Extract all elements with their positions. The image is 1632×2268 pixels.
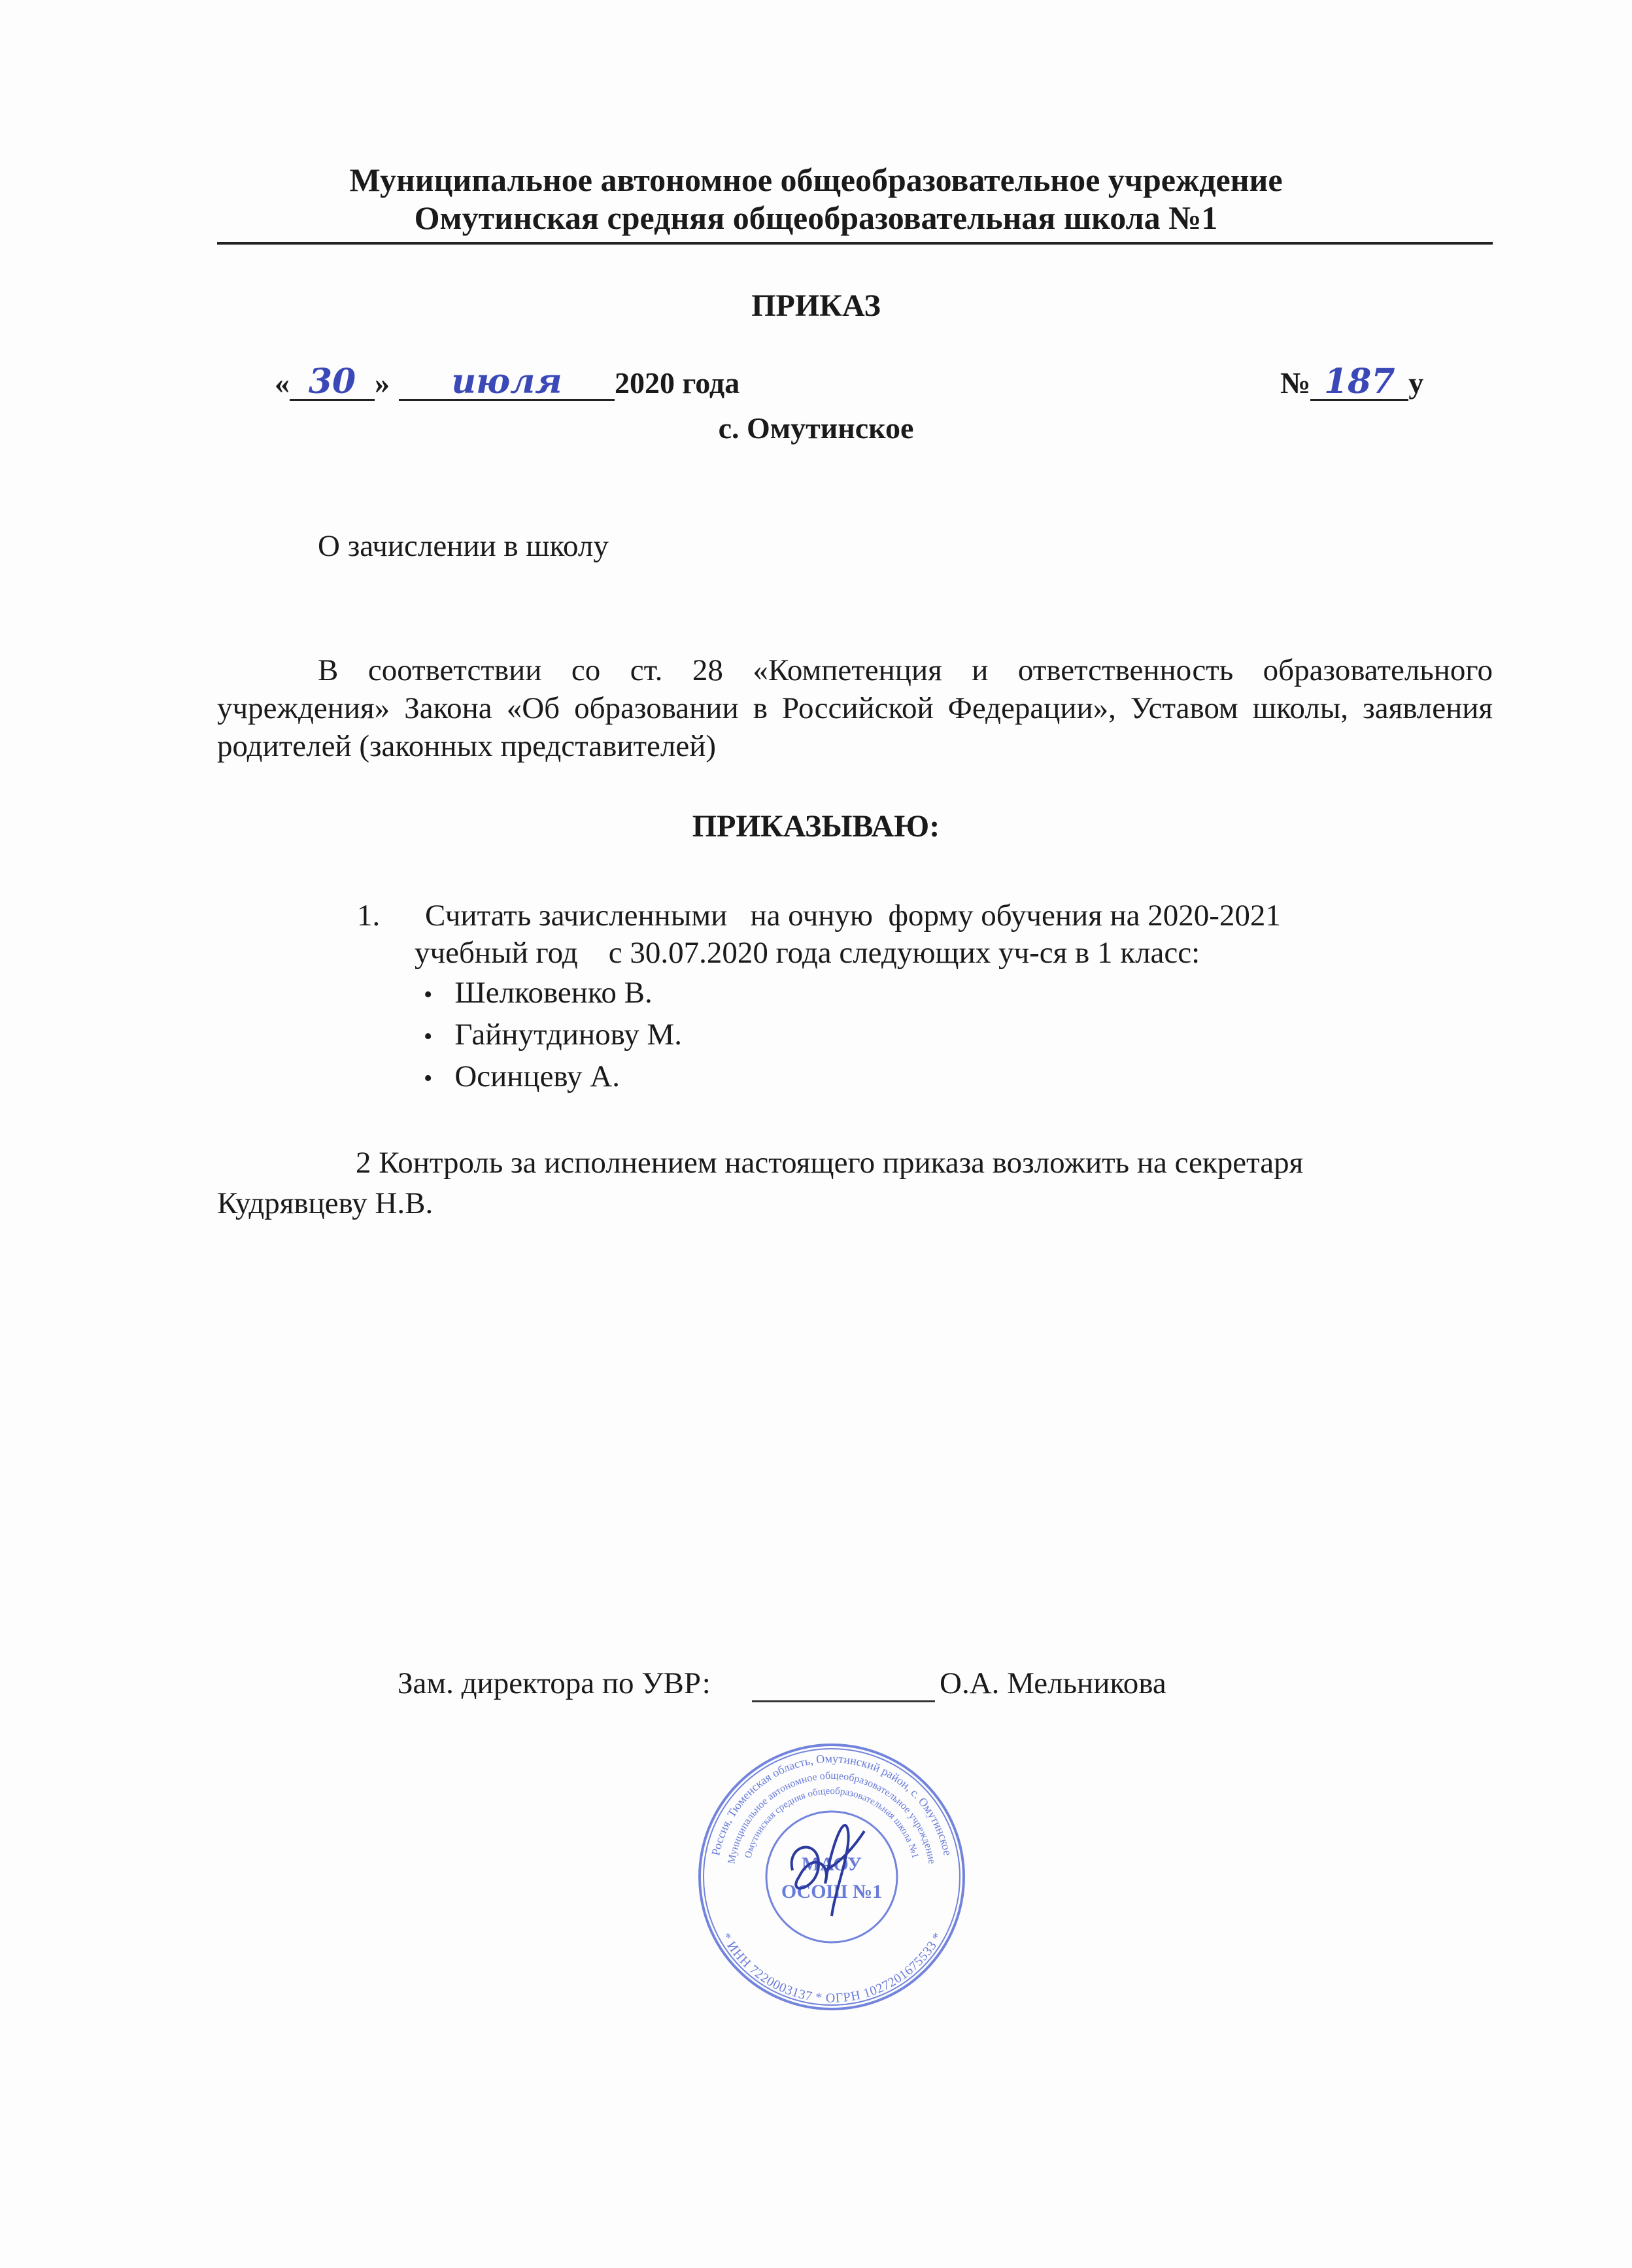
- stamp-middle-text: Муниципальное автономное общеобразовательное учреждение: [726, 1770, 938, 1865]
- quote-close: »: [375, 366, 390, 400]
- signatory-position: Зам. директора по УВР:: [398, 1666, 711, 1700]
- item1-line1: Считать зачисленными на очную форму обучения на 2020-2021: [425, 899, 1281, 933]
- document-type: ПРИКАЗ: [751, 288, 881, 323]
- subject: О зачислении в школу: [318, 529, 609, 563]
- quote-open: «: [275, 366, 290, 400]
- date-month: июля: [399, 365, 615, 401]
- number-suffix: у: [1408, 366, 1424, 400]
- place: с. Омутинское: [718, 411, 914, 445]
- student-list-item: [424, 1017, 682, 1052]
- stamp-center-line2: ОСОШ №1: [781, 1881, 883, 1902]
- student-name: Шелковенко В.: [454, 976, 653, 1010]
- date-day: 30: [290, 365, 375, 401]
- number-sign: №: [1280, 366, 1311, 400]
- stamp-outer-text: Россия, Тюменская область, Омутинский район, с. Омутинское: [709, 1751, 955, 1857]
- order-date: [275, 362, 740, 402]
- signature-line: [752, 1700, 935, 1702]
- stamp-center-line1: МАОУ: [801, 1853, 862, 1875]
- item1-number: 1.: [357, 899, 381, 933]
- stamp-bottom-text: * ИНН 7220003137 * ОГРН 1027201675533 *: [718, 1930, 945, 2006]
- header-divider: [217, 242, 1493, 245]
- student-list-item: [424, 1059, 620, 1094]
- bullet-icon: •: [424, 1065, 433, 1092]
- student-name: Осинцеву А.: [454, 1059, 620, 1093]
- official-stamp: [694, 1740, 969, 2014]
- signatory-name: О.А. Мельникова: [940, 1666, 1166, 1700]
- date-year: 2020 года: [615, 366, 740, 400]
- bullet-icon: •: [424, 1023, 433, 1050]
- institution-name: Муниципальное автономное общеобразовательное учреждение: [349, 162, 1283, 198]
- item2-line1: 2 Контроль за исполнением настоящего приказа возложить на секретаря: [356, 1146, 1304, 1180]
- item2-line2: Кудрявцеву Н.В.: [217, 1186, 434, 1220]
- order-number: [1280, 362, 1424, 402]
- school-name: Омутинская средняя общеобразовательная школа №1: [414, 199, 1218, 236]
- student-name: Гайнутдинову М.: [454, 1018, 682, 1052]
- item1-line2: учебный год с 30.07.2020 года следующих уч-ся в 1 класс:: [415, 936, 1200, 970]
- order-word: ПРИКАЗЫВАЮ:: [692, 809, 940, 844]
- stamp-inner-text: Омутинская средняя общеобразовательная школа №1: [743, 1785, 921, 1860]
- preamble: В соответствии со ст. 28 «Компетенция и ответственность образовательного учреждения» Закона «Об образовании в Российской Федерации», Уставом школы, заявления родителей (законных представителей): [217, 653, 1493, 763]
- student-list-item: [424, 975, 653, 1010]
- bullet-icon: •: [424, 981, 433, 1008]
- number-value: 187: [1310, 365, 1408, 401]
